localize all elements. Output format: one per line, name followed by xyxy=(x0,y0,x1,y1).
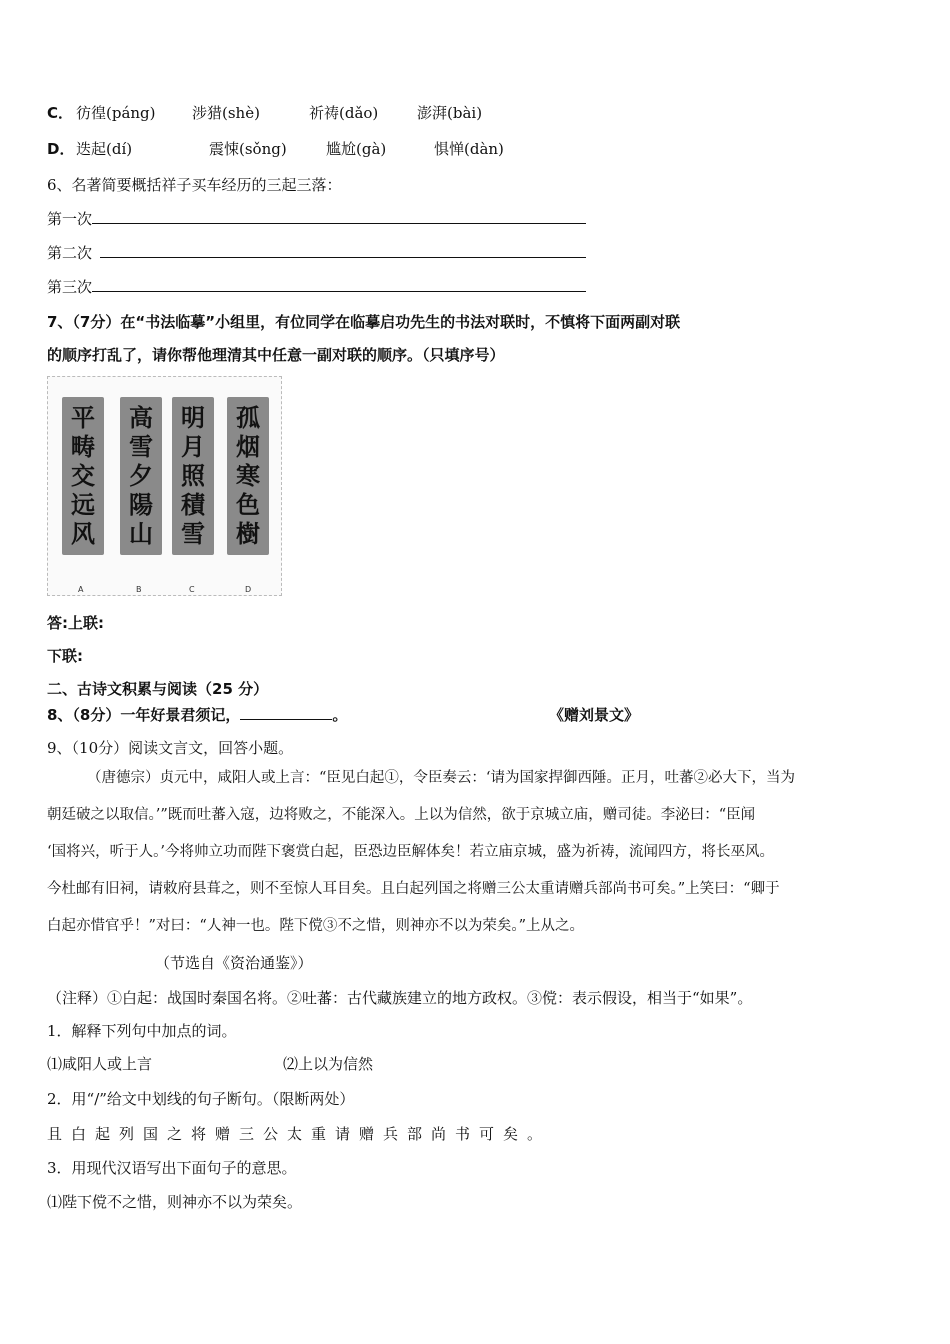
q6-answer-blank-3[interactable] xyxy=(92,277,586,292)
scroll-d xyxy=(227,397,269,555)
q9-sub3-prompt: 3．用现代汉语写出下面句子的意思。 xyxy=(47,1159,297,1177)
scroll-c-char: 月 xyxy=(181,431,205,461)
option-d-letter: D． xyxy=(47,140,75,158)
q7-answer-lower: 下联: xyxy=(47,647,83,665)
option-d-item-1: 迭起(dí) xyxy=(76,140,133,158)
passage-line-2: 朝廷破之以取信。’”既而吐蕃入寇，边将败之，不能深入。上以为信然，欲于京城立庙，赠司徒。李泌曰：“臣闻 xyxy=(47,807,756,823)
scroll-c-char: 照 xyxy=(181,460,205,490)
q9-sub3-item-a: ⑴陛下傥不之惜，则神亦不以为荣矣。 xyxy=(47,1193,303,1211)
passage-line-5: 白起亦惜官乎！”对曰：“人神一也。陛下傥③不之惜，则神亦不以为荣矣。”上从之。 xyxy=(47,918,584,934)
q6-line-3-label: 第三次 xyxy=(47,278,93,296)
scroll-d-char: 烟 xyxy=(236,431,260,461)
q6-answer-blank-1[interactable] xyxy=(92,209,586,224)
scroll-label-a: A xyxy=(78,585,84,594)
scroll-c-char: 雪 xyxy=(181,519,205,549)
scroll-a-char: 风 xyxy=(71,519,95,549)
q9-source: （节选自《资治通鉴》） xyxy=(155,954,313,972)
scroll-d-char: 色 xyxy=(236,490,260,520)
scroll-d-char: 寒 xyxy=(236,460,260,490)
q8-suffix: 。 xyxy=(332,706,348,724)
scroll-b-char: 山 xyxy=(129,519,153,549)
scroll-c-char: 明 xyxy=(181,402,205,432)
calligraphy-couplet-figure xyxy=(47,376,282,596)
option-d-item-3: 尴尬(gà) xyxy=(326,140,387,158)
q7-prompt-line-1: 7、（7分）在“书法临摹”小组里，有位同学在临摹启功先生的书法对联时，不慎将下面两副对联 xyxy=(47,313,681,331)
option-c-letter: C． xyxy=(47,104,74,122)
q6-line-2 xyxy=(47,242,586,263)
section-2-heading: 二、古诗文积累与阅读（25 分） xyxy=(47,680,269,698)
q9-sub2-prompt: 2．用“/”给文中划线的句子断句。（限断两处） xyxy=(47,1090,355,1108)
scroll-d-char: 樹 xyxy=(236,519,260,549)
passage-line-1: （唐德宗）贞元中，咸阳人或上言：“臣见白起①，令臣奏云：‘请为国家捍御西陲。正月，吐蕃②必大下，当为 xyxy=(87,770,796,786)
scroll-a-char: 交 xyxy=(71,460,95,490)
scroll-b-char: 雪 xyxy=(129,431,153,461)
q9-note: （注释）①白起：战国时秦国名将。②吐蕃：古代藏族建立的地方政权。③傥：表示假设，相当于“如果”。 xyxy=(47,989,753,1007)
q8-answer-blank[interactable] xyxy=(240,705,332,720)
scroll-b-char: 夕 xyxy=(129,460,153,490)
q9-sub1-prompt: 1．解释下列句中加点的词。 xyxy=(47,1022,237,1040)
option-c-item-3: 祈祷(dǎo) xyxy=(309,104,379,122)
q6-line-1 xyxy=(47,208,586,229)
scroll-a-char: 远 xyxy=(71,490,95,520)
q9-sub2-sentence: 且白起列国之将赠三公太重请赠兵部尚书可矣。 xyxy=(47,1125,552,1143)
scroll-a-char: 畴 xyxy=(71,431,95,461)
option-d-item-4: 惧惮(dàn) xyxy=(434,140,504,158)
option-c-item-4: 澎湃(bài) xyxy=(417,104,483,122)
scroll-a-char: 平 xyxy=(71,402,95,432)
option-c-item-1: 彷徨(páng) xyxy=(76,104,156,122)
q8-prefix: 8、（8分）一年好景君须记， xyxy=(47,706,241,724)
option-c-item-2: 涉猎(shè) xyxy=(192,104,260,122)
scroll-b-char: 高 xyxy=(129,402,153,432)
q9-prompt: 9、（10分）阅读文言文，回答小题。 xyxy=(47,739,294,757)
passage-line-3: ‘国将兴，听于人。’今将帅立功而陛下褒赏白起，臣恐边臣解体矣！若立庙京城，盛为祈祷，流闻四方，将长巫风。 xyxy=(47,844,774,860)
scroll-a xyxy=(62,397,104,555)
q6-prompt: 6、名著简要概括祥子买车经历的三起三落： xyxy=(47,176,342,194)
q6-answer-blank-2[interactable] xyxy=(100,243,586,258)
q8-line xyxy=(47,704,347,725)
scroll-b xyxy=(120,397,162,555)
q9-sub1-item-b: ⑵上以为信然 xyxy=(283,1055,374,1073)
scroll-label-b: B xyxy=(136,585,142,594)
q8-source: 《赠刘景文》 xyxy=(549,706,640,724)
q6-line-1-label: 第一次 xyxy=(47,210,93,228)
q7-answer-upper: 答:上联: xyxy=(47,614,104,632)
scroll-c xyxy=(172,397,214,555)
scroll-label-d: D xyxy=(245,585,252,594)
scroll-label-c: C xyxy=(189,585,195,594)
scroll-b-char: 陽 xyxy=(129,490,153,520)
q9-sub1-item-a: ⑴咸阳人或上言 xyxy=(47,1055,153,1073)
passage-line-4: 今杜邮有旧祠，请敕府县葺之，则不至惊人耳目矣。且白起列国之将赠三公太重请赠兵部尚书可矣。”上笑曰：“卿于 xyxy=(47,881,780,897)
scroll-d-char: 孤 xyxy=(236,402,260,432)
q7-prompt-line-2: 的顺序打乱了，请你帮他理清其中任意一副对联的顺序。（只填序号） xyxy=(47,346,505,364)
q6-line-2-label: 第二次 xyxy=(47,244,93,262)
q6-line-3 xyxy=(47,276,586,297)
q9-passage xyxy=(47,760,903,945)
option-d-item-2: 震悚(sǒng) xyxy=(209,140,287,158)
scroll-c-char: 積 xyxy=(181,490,205,520)
